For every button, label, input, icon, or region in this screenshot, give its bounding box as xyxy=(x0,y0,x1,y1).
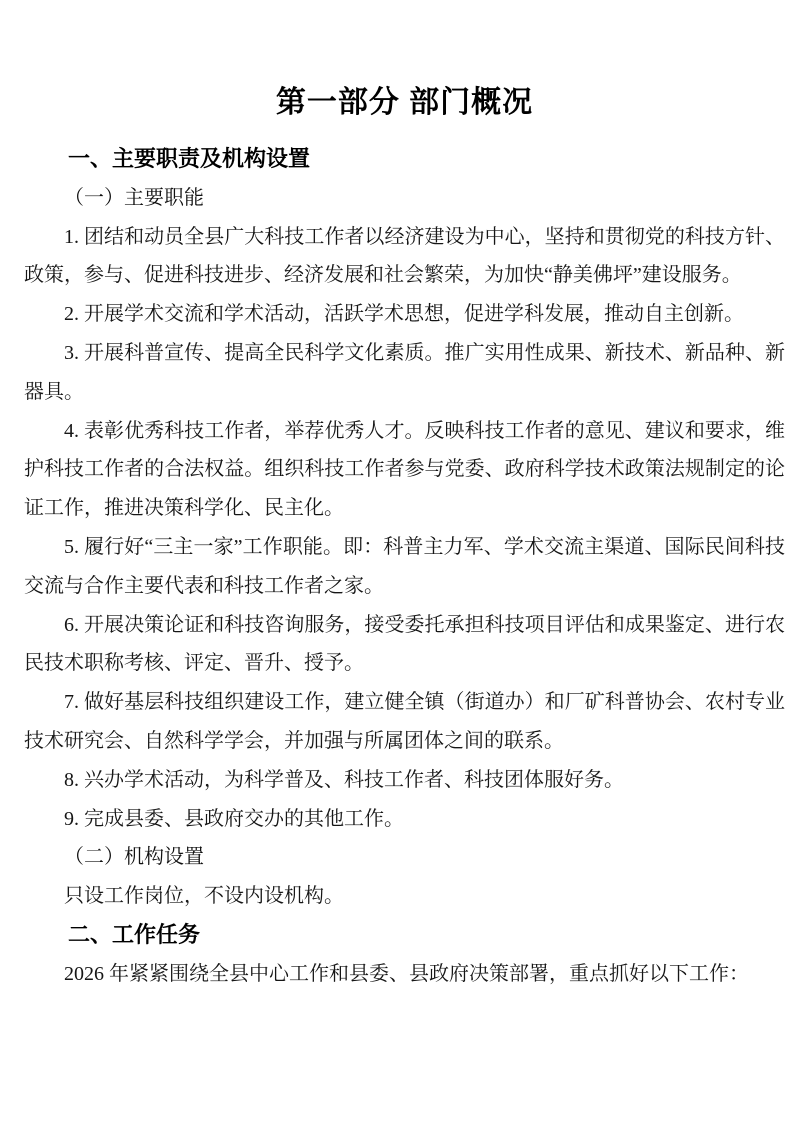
paragraph: 8. 兴办学术活动，为科学普及、科技工作者、科技团体服好务。 xyxy=(64,768,624,791)
paragraph: 1. 团结和动员全县广大科技工作者以经济建设为中心，坚持和贯彻党的科技方针、政策，参与、促进科技进步、经济发展和社会繁荣，为加快“静美佛坪”建设服务。 xyxy=(24,225,785,287)
paragraph: 2026 年紧紧围绕全县中心工作和县委、县政府决策部署，重点抓好以下工作： xyxy=(64,962,749,985)
paragraph: 2. 开展学术交流和学术活动，活跃学术思想，促进学科发展，推动自主创新。 xyxy=(64,303,744,326)
paragraph: 6. 开展决策论证和科技咨询服务，接受委托承担科技项目评估和成果鉴定、进行农民技术职称考核、评定、晋升、授予。 xyxy=(24,613,785,675)
document-body xyxy=(24,140,785,994)
paragraph: 3. 开展科普宣传、提高全民科学文化素质。推广实用性成果、新技术、新品种、新器具。 xyxy=(24,341,785,403)
paragraph: 7. 做好基层科技组织建设工作，建立健全镇（街道办）和厂矿科普协会、农村专业技术研究会、自然科学学会，并加强与所属团体之间的联系。 xyxy=(24,691,785,752)
paragraph: 4. 表彰优秀科技工作者，举荐优秀人才。反映科技工作者的意见、建议和要求，维护科技工作者的合法权益。组织科技工作者参与党委、政府科学技术政策法规制定的论证工作，推进决策科学化、民主化。 xyxy=(24,419,785,520)
paragraph: 5. 履行好“三主一家”工作职能。即：科普主力军、学术交流主渠道、国际民间科技交流与合作主要代表和科技工作者之家。 xyxy=(24,535,785,597)
section-heading: 二、工作任务 xyxy=(68,921,201,947)
page-title: 第一部分 部门概况 xyxy=(275,86,534,119)
section-heading: （一）主要职能 xyxy=(64,186,204,209)
section-heading: 一、主要职责及机构设置 xyxy=(68,146,311,171)
paragraph: 只设工作岗位，不设内设机构。 xyxy=(64,885,344,908)
section-heading: （二）机构设置 xyxy=(64,846,204,869)
paragraph: 9. 完成县委、县政府交办的其他工作。 xyxy=(64,807,404,830)
